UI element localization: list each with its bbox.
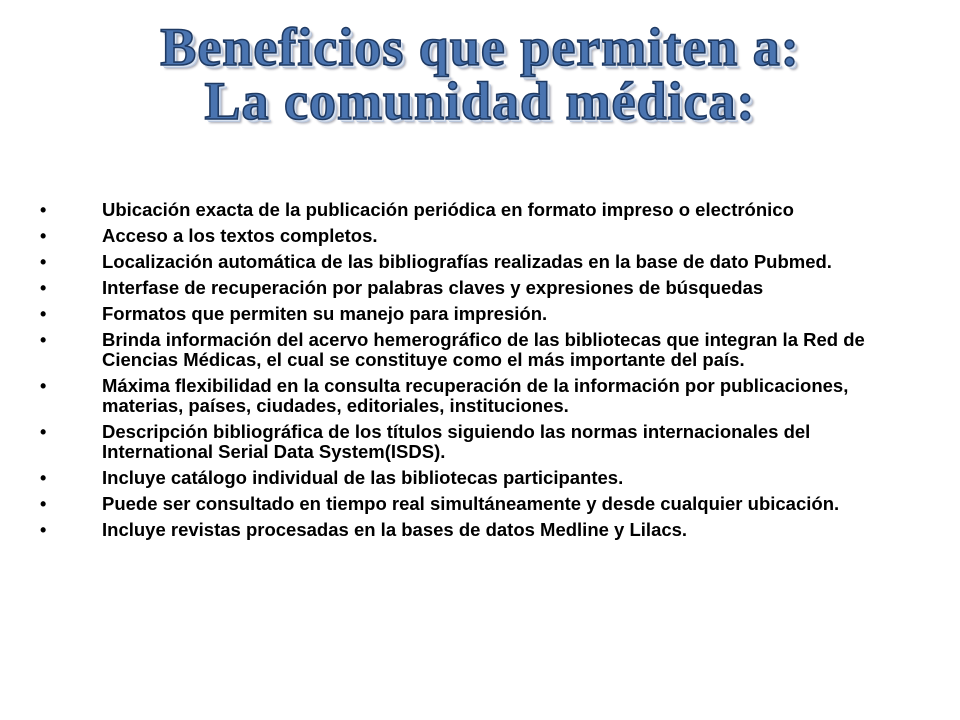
title-line-1: Beneficios que permiten a: xyxy=(160,17,800,77)
bullet-item xyxy=(40,252,920,272)
bullet-dot: • xyxy=(40,520,47,540)
bullet-dot: • xyxy=(40,468,47,488)
bullet-item xyxy=(40,200,920,220)
bullet-dot: • xyxy=(40,200,47,220)
bullet-item xyxy=(40,520,920,540)
slide-title xyxy=(40,17,920,131)
bullet-item xyxy=(40,468,920,488)
bullet-text: Incluye revistas procesadas en la bases de datos Medline y Lilacs. xyxy=(102,519,688,540)
bullet-list xyxy=(40,200,920,546)
bullet-item xyxy=(40,422,920,462)
bullet-text: Acceso a los textos completos. xyxy=(102,225,378,246)
bullet-text: Descripción bibliográfica de los títulos siguiendo las normas internacionales del International Serial Data System(ISDS). xyxy=(102,421,811,462)
bullet-item xyxy=(40,330,920,370)
bullet-dot: • xyxy=(40,304,47,324)
bullet-dot: • xyxy=(40,252,47,272)
bullet-dot: • xyxy=(40,376,47,396)
bullet-text: Máxima flexibilidad en la consulta recuperación de la información por publicaciones, materias, países, ciudades, editoriales, instituciones. xyxy=(102,375,849,416)
bullet-dot: • xyxy=(40,330,47,350)
bullet-text: Interfase de recuperación por palabras claves y expresiones de búsquedas xyxy=(102,277,764,298)
bullet-dot: • xyxy=(40,494,47,514)
bullet-text: Formatos que permiten su manejo para impresión. xyxy=(102,303,548,324)
bullet-dot: • xyxy=(40,226,47,246)
bullet-text: Incluye catálogo individual de las bibliotecas participantes. xyxy=(102,467,624,488)
bullet-text: Brinda información del acervo hemerográfico de las bibliotecas que integran la Red de Ciencias Médicas, el cual se constituye como el más importante del país. xyxy=(102,329,865,370)
bullet-text: Puede ser consultado en tiempo real simultáneamente y desde cualquier ubicación. xyxy=(102,493,840,514)
bullet-item xyxy=(40,376,920,416)
bullet-text: Ubicación exacta de la publicación periódica en formato impreso o electrónico xyxy=(102,199,794,220)
bullet-item xyxy=(40,278,920,298)
bullet-dot: • xyxy=(40,422,47,442)
bullet-dot: • xyxy=(40,278,47,298)
bullet-text: Localización automática de las bibliografías realizadas en la base de dato Pubmed. xyxy=(102,251,832,272)
bullet-item xyxy=(40,304,920,324)
bullet-item xyxy=(40,226,920,246)
bullet-item xyxy=(40,494,920,514)
title-line-2: La comunidad médica: xyxy=(204,71,756,131)
